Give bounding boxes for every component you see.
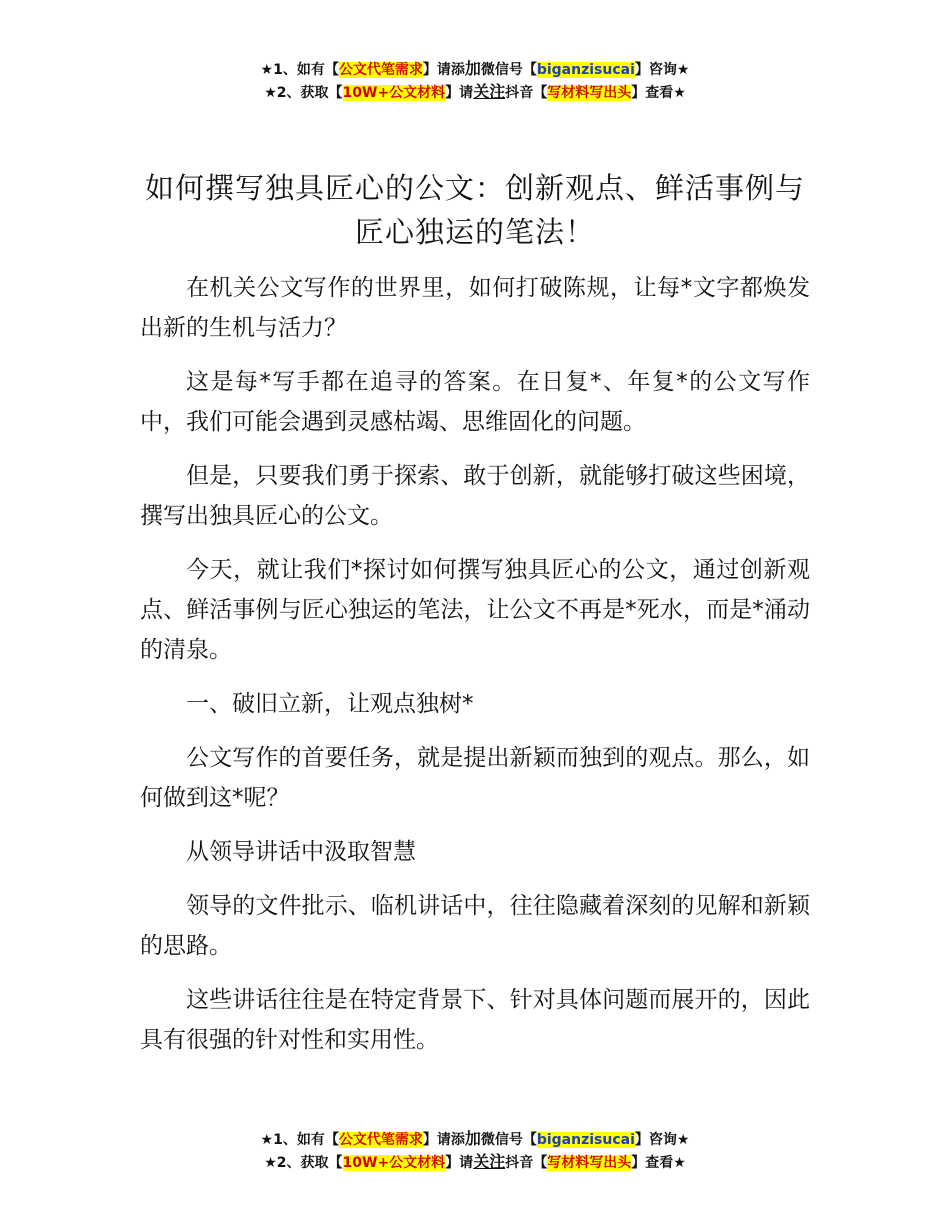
banner-emphasis: 加 (464, 59, 481, 78)
header-banner (0, 58, 950, 104)
banner-text: 】咨询★ (634, 1132, 690, 1148)
banner-text: 抖音【 (505, 1155, 548, 1171)
douyin-highlight: 写材料写出头 (547, 1155, 632, 1171)
banner-line-1 (0, 58, 950, 81)
footer-banner (0, 1128, 950, 1174)
banner-text: ★1、如有【 (260, 1132, 339, 1148)
douyin-highlight: 写材料写出头 (547, 85, 632, 101)
wechat-id-highlight: biganzisucai (536, 62, 635, 78)
subheading: 从领导讲话中汲取智慧 (186, 839, 416, 865)
paragraph: 这是每*写手都在追寻的答案。在日复*、年复*的公文写作中，我们可能会遇到灵感枯竭、思维固化的问题。 (140, 369, 810, 435)
banner-text: ★2、获取【 (264, 1155, 343, 1171)
banner-text: 】请添 (422, 1132, 465, 1148)
banner-text: 】咨询★ (634, 62, 690, 78)
wechat-id-highlight: biganzisucai (536, 1132, 635, 1148)
service-highlight: 公文代笔需求 (338, 1132, 423, 1148)
paragraph: 领导的文件批示、临机讲话中，往往隐藏着深刻的见解和新颖的思路。 (140, 893, 810, 959)
paragraph: 在机关公文写作的世界里，如何打破陈规，让每*文字都焕发出新的生机与活力？ (140, 275, 810, 341)
banner-emphasis: 关注 (473, 1152, 506, 1171)
banner-text: ★1、如有【 (260, 62, 339, 78)
banner-text: 】请 (445, 1155, 474, 1171)
banner-text: 微信号【 (480, 1132, 537, 1148)
banner-text: 微信号【 (480, 62, 537, 78)
paragraph: 但是，只要我们勇于探索、敢于创新，就能够打破这些困境，撰写出独具匠心的公文。 (140, 463, 810, 529)
banner-text: 抖音【 (505, 85, 548, 101)
banner-line-2 (0, 81, 950, 104)
materials-highlight: 10W+公文材料 (342, 85, 446, 101)
banner-line-2 (0, 1151, 950, 1174)
document-body (140, 268, 810, 1074)
banner-text: 】查看★ (631, 1155, 686, 1171)
banner-emphasis: 加 (464, 1129, 481, 1148)
paragraph: 今天，就让我们*探讨如何撰写独具匠心的公文，通过创新观点、鲜活事例与匠心独运的笔法，让公文不再是*死水，而是*涌动的清泉。 (140, 557, 810, 663)
document-title: 如何撰写独具匠心的公文：创新观点、鲜活事例与匠心独运的笔法！ (144, 171, 805, 249)
banner-text: ★2、获取【 (264, 85, 343, 101)
paragraph: 公文写作的首要任务，就是提出新颖而独到的观点。那么，如何做到这*呢？ (140, 745, 810, 811)
banner-text: 】查看★ (631, 85, 686, 101)
banner-text: 】请添 (422, 62, 465, 78)
banner-emphasis: 关注 (473, 82, 506, 101)
paragraph: 这些讲话往往是在特定背景下、针对具体问题而展开的，因此具有很强的针对性和实用性。 (140, 987, 810, 1053)
materials-highlight: 10W+公文材料 (342, 1155, 446, 1171)
service-highlight: 公文代笔需求 (338, 62, 423, 78)
banner-text: 】请 (445, 85, 474, 101)
banner-line-1 (0, 1128, 950, 1151)
section-heading: 一、破旧立新，让观点独树* (186, 691, 474, 717)
